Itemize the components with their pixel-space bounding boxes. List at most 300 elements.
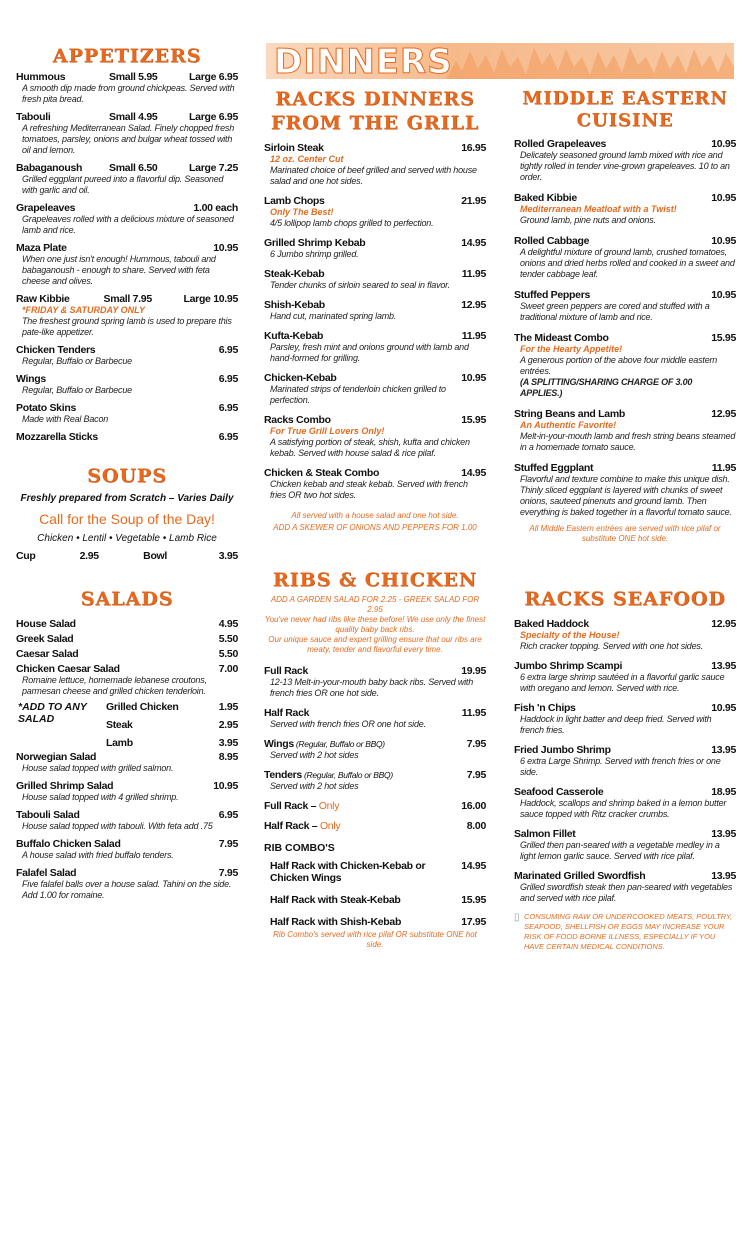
menu-item-row xyxy=(16,663,238,675)
item-description: Tender chunks of sirloin seared to seal in flavor. xyxy=(270,280,450,290)
item-name: String Beans and Lamb xyxy=(514,408,625,420)
item-name: Lamb Chops xyxy=(264,195,325,207)
item-name: Tenders xyxy=(264,769,302,781)
menu-item-row xyxy=(264,414,486,426)
item-large-price: Large 7.25 xyxy=(189,162,238,174)
item-description: A satisfying portion of steak, shish, kufta and chicken kebab. Served with house salad & rice pilaf. xyxy=(270,437,470,458)
menu-item-row xyxy=(514,138,736,150)
item-price: 7.95 xyxy=(218,838,238,850)
item-description: Grapeleaves rolled with a delicious mixture of seasoned lamb and rice. xyxy=(22,214,234,235)
item-price: 10.95 xyxy=(213,242,238,254)
item-large-price: Large 6.95 xyxy=(189,111,238,123)
item-tagline: For the Hearty Appetite! xyxy=(520,344,623,354)
item-name: Tabouli xyxy=(16,111,51,123)
ribs-note-2: You've never had ribs like these before! We use only the finest quality baby back ribs. xyxy=(264,615,486,634)
menu-item-row xyxy=(264,268,486,280)
item-name: Full Rack xyxy=(264,665,308,677)
soups-subtitle: Freshly prepared from Scratch – Varies Daily xyxy=(20,493,234,504)
item-tagline: Mediterranean Meatloaf with a Twist! xyxy=(520,204,677,214)
item-description: A delightful mixture of ground lamb, crushed tomatoes, onions and dried herbs rolled and cooked in a sweet and tender cabbage leaf. xyxy=(520,247,735,279)
item-price: 10.95 xyxy=(711,702,736,714)
item-price: 15.95 xyxy=(711,332,736,344)
item-name: Seafood Casserole xyxy=(514,786,604,798)
menu-item xyxy=(264,467,486,501)
item-description: Romaine lettuce, homemade lebanese croutons, parmesan cheese and grilled chicken tenderloin. xyxy=(22,675,207,696)
menu-item xyxy=(16,751,238,774)
left-column xyxy=(16,0,238,901)
item-price: 13.95 xyxy=(711,870,736,882)
grill-heading-2: FROM THE GRILL xyxy=(270,112,480,134)
addon-row xyxy=(106,701,238,713)
menu-item xyxy=(16,344,238,367)
menu-item xyxy=(514,660,736,694)
menu-item-row xyxy=(514,408,736,420)
addon-row xyxy=(106,719,238,731)
item-price: 21.95 xyxy=(461,195,486,207)
item-name: Sirloin Steak xyxy=(264,142,324,154)
mideast-note: All Middle Eastern entrées are served with rice pilaf or substitute ONE hot side. xyxy=(529,524,721,543)
item-name: Kufta-Kebab xyxy=(264,330,324,342)
item-name: Shish-Kebab xyxy=(264,299,325,311)
menu-item-row xyxy=(270,860,486,884)
item-sizes xyxy=(109,162,238,174)
item-description: A refreshing Mediterranean Salad. Finely chopped fresh tomatoes, parsley, onions and bulgar wheat tossed with oil and lemon. xyxy=(22,123,234,155)
item-description: Marinated strips of tenderloin chicken grilled to perfection. xyxy=(270,384,446,405)
item-tagline: Only The Best! xyxy=(270,207,334,217)
menu-item-row xyxy=(264,820,486,832)
soup-price-row xyxy=(16,550,238,562)
menu-item-row xyxy=(16,618,238,630)
menu-item xyxy=(264,414,486,459)
item-price: 11.95 xyxy=(461,268,486,280)
item-description: Five falafel balls over a house salad. Tahini on the side. Add 1.00 for romaine. xyxy=(22,879,232,900)
item-name: Chicken Caesar Salad xyxy=(16,663,120,675)
item-price: 5.50 xyxy=(218,633,238,645)
menu-item-row xyxy=(16,633,238,645)
item-name: The Mideast Combo xyxy=(514,332,609,344)
menu-item xyxy=(16,373,238,396)
appetizers-list xyxy=(16,71,238,443)
item-description: 6 extra large shrimp sautéed in a flavorful garlic sauce with oregano and lemon. Served with rice. xyxy=(520,672,725,693)
item-price: 10.95 xyxy=(711,289,736,301)
middle-column xyxy=(264,0,486,950)
item-description: Delicately seasoned ground lamb mixed with rice and tightly rolled in tender vine-grown grapeleaves. 10 to an order. xyxy=(520,150,730,182)
item-tagline: *FRIDAY & SATURDAY ONLY xyxy=(22,305,146,315)
item-tagline: An Authentic Favorite! xyxy=(520,420,617,430)
menu-item-row xyxy=(264,738,486,750)
menu-item xyxy=(264,800,486,812)
menu-item xyxy=(514,289,736,323)
menu-item-row xyxy=(514,660,736,672)
menu-item xyxy=(264,237,486,260)
item-description: House salad topped with tabouli. With feta add .75 xyxy=(22,821,213,831)
grill-heading-1: RACKS DINNERS xyxy=(275,88,475,110)
item-name: Babaganoush xyxy=(16,162,83,174)
menu-item xyxy=(16,867,238,901)
seafood-list xyxy=(514,618,736,904)
item-name: Wings xyxy=(16,373,46,385)
item-price: 14.95 xyxy=(461,467,486,479)
item-name: Fish 'n Chips xyxy=(514,702,576,714)
item-only: Only xyxy=(319,820,341,832)
menu-item-row xyxy=(16,293,238,305)
menu-item-row xyxy=(264,800,486,812)
warning-text: CONSUMING RAW OR UNDERCOOKED MEATS, POULTRY, SEAFOOD, SHELLFISH OR EGGS MAY INCREASE YOUR RISK OF FOOD BORNE ILLNESS, ESPECIALLY IF YOU HAVE CERTAIN MEDICAL CONDITIONS. xyxy=(524,912,733,951)
menu-item xyxy=(270,894,486,906)
item-description: A smooth dip made from ground chickpeas. Served with fresh pita bread. xyxy=(22,83,235,104)
menu-item xyxy=(16,663,238,697)
menu-item xyxy=(16,431,238,443)
item-description: House salad topped with grilled salmon. xyxy=(22,763,174,773)
menu-item-row xyxy=(16,809,238,821)
item-tagline: Specialty of the House! xyxy=(520,630,620,640)
item-description: House salad topped with 4 grilled shrimp. xyxy=(22,792,179,802)
menu-item xyxy=(16,838,238,861)
item-description: Served with 2 hot sides xyxy=(270,781,359,791)
item-price: 13.95 xyxy=(711,828,736,840)
item-price: 7.95 xyxy=(466,769,486,781)
menu-item-row xyxy=(264,330,486,342)
item-description: When one just isn't enough! Hummous, tabouli and babaganoush - enough to share. Served with feta cheese and olives. xyxy=(22,254,216,286)
addon-price: 3.95 xyxy=(218,737,238,749)
item-description: The freshest ground spring lamb is used to prepare this pate-like appetizer. xyxy=(22,316,232,337)
item-description: Chicken kebab and steak kebab. Served with french fries OR two hot sides. xyxy=(270,479,468,500)
warning-mark-icon: ▯ xyxy=(514,912,520,923)
item-price: 6.95 xyxy=(218,373,238,385)
item-name: Marinated Grilled Swordfish xyxy=(514,870,646,882)
menu-item-row xyxy=(264,467,486,479)
item-small-price: Small 5.95 xyxy=(109,71,158,83)
item-name: Chicken & Steak Combo xyxy=(264,467,380,479)
item-description: Sweet green peppers are cored and stuffed with a traditional mixture of lamb and rice. xyxy=(520,301,710,322)
menu-item xyxy=(514,192,736,226)
item-large-price: Large 6.95 xyxy=(189,71,238,83)
item-description: 6 Jumbo shrimp grilled. xyxy=(270,249,359,259)
menu-item-row xyxy=(514,462,736,474)
item-sizes xyxy=(109,71,238,83)
item-small-price: Small 4.95 xyxy=(109,111,158,123)
salads-heading: SALADS xyxy=(80,588,174,610)
item-description: 12-13 Melt-in-your-mouth baby back ribs. Served with french fries OR one hot side. xyxy=(270,677,474,698)
menu-item xyxy=(264,820,486,832)
item-name: Half Rack with Shish-Kebab xyxy=(270,916,402,928)
menu-item-row xyxy=(514,744,736,756)
food-warning xyxy=(514,912,736,952)
menu-item xyxy=(270,916,486,928)
item-price: 13.95 xyxy=(711,744,736,756)
menu-item xyxy=(264,195,486,229)
menu-item xyxy=(16,111,238,156)
cup-price: 2.95 xyxy=(79,550,99,562)
item-price: 4.95 xyxy=(218,618,238,630)
item-price: 14.95 xyxy=(461,860,486,872)
item-name: Stuffed Eggplant xyxy=(514,462,594,474)
item-price: 16.00 xyxy=(461,800,486,812)
menu-item xyxy=(514,744,736,778)
item-price: 17.95 xyxy=(461,916,486,928)
item-description: Marinated choice of beef grilled and served with house salad and one hot sides. xyxy=(270,165,477,186)
menu-item-row xyxy=(16,431,238,443)
menu-item-row xyxy=(514,828,736,840)
item-price: 8.00 xyxy=(466,820,486,832)
menu-item-row xyxy=(264,769,486,781)
item-name: Mozzarella Sticks xyxy=(16,431,98,443)
addon-price: 1.95 xyxy=(218,701,238,713)
ribs-note-3: Our unique sauce and expert grilling ensure that our ribs are meaty, tender and flavorful every time. xyxy=(268,635,482,654)
menu-item xyxy=(16,633,238,645)
item-price: 15.95 xyxy=(461,414,486,426)
item-name: Baked Kibbie xyxy=(514,192,577,204)
menu-item-row xyxy=(514,192,736,204)
menu-item-row xyxy=(264,237,486,249)
item-price: 11.95 xyxy=(461,330,486,342)
menu-item xyxy=(514,618,736,652)
item-price: 6.95 xyxy=(218,402,238,414)
menu-item-row xyxy=(270,894,486,906)
item-price: 6.95 xyxy=(218,344,238,356)
item-description: A generous portion of the above four middle eastern entrées. xyxy=(520,355,718,376)
item-price: 6.95 xyxy=(218,809,238,821)
addon-name: Steak xyxy=(106,719,133,731)
item-price: 12.95 xyxy=(711,618,736,630)
item-name: Falafel Salad xyxy=(16,867,77,879)
menu-item-row xyxy=(514,786,736,798)
item-price: 12.95 xyxy=(461,299,486,311)
item-name: Chicken-Kebab xyxy=(264,372,337,384)
item-name: Rolled Cabbage xyxy=(514,235,590,247)
item-sizes xyxy=(104,293,239,305)
item-price: 1.00 each xyxy=(193,202,238,214)
menu-item xyxy=(264,299,486,322)
item-subtitle: (Regular, Buffalo or BBQ) xyxy=(303,770,393,780)
addon-label: *ADD TO ANY SALAD xyxy=(18,701,87,725)
menu-item-row xyxy=(16,867,238,879)
item-name: Salmon Fillet xyxy=(514,828,576,840)
item-small-price: Small 6.50 xyxy=(109,162,158,174)
menu-item xyxy=(264,738,486,761)
item-description: Served with 2 hot sides xyxy=(270,750,359,760)
menu-item-row xyxy=(16,780,238,792)
menu-item-row xyxy=(16,71,238,83)
item-description: Rich cracker topping. Served with one hot sides. xyxy=(520,641,703,651)
menu-item-row xyxy=(16,202,238,214)
menu-item xyxy=(16,402,238,425)
addon-row xyxy=(106,737,238,749)
item-price: 18.95 xyxy=(711,786,736,798)
addon-list xyxy=(106,701,238,749)
menu-item-row xyxy=(264,195,486,207)
menu-item xyxy=(16,242,238,287)
item-name: Buffalo Chicken Salad xyxy=(16,838,121,850)
item-name: Grapeleaves xyxy=(16,202,76,214)
item-price: 10.95 xyxy=(711,138,736,150)
menu-item-row xyxy=(16,373,238,385)
menu-item xyxy=(514,138,736,183)
menu-item-row xyxy=(264,707,486,719)
item-name: Grilled Shrimp Kebab xyxy=(264,237,366,249)
item-description: Haddock in light batter and deep fried. Served with french fries. xyxy=(520,714,712,735)
item-description: A house salad with fried buffalo tenders. xyxy=(22,850,174,860)
menu-item-row xyxy=(16,344,238,356)
rib-combo-note: Rib Combo's served with rice pilaf OR substitute ONE hot side. xyxy=(273,930,477,949)
menu-item xyxy=(514,828,736,862)
item-description: Regular, Buffalo or Barbecue xyxy=(22,356,132,366)
item-price: 8.95 xyxy=(218,751,238,763)
item-name: Stuffed Peppers xyxy=(514,289,591,301)
item-name: Half Rack – xyxy=(264,820,320,832)
menu-item xyxy=(264,769,486,792)
item-name: Hummous xyxy=(16,71,66,83)
rib-combos-heading: RIB COMBO'S xyxy=(264,842,335,854)
item-description: Haddock, scallops and shrimp baked in a lemon butter sauce topped with Ritz cracker crumbs. xyxy=(520,798,727,819)
item-only: Only xyxy=(318,800,340,812)
menu-item-row xyxy=(16,751,238,763)
item-price: 12.95 xyxy=(711,408,736,420)
item-name: Half Rack xyxy=(264,707,310,719)
menu-item xyxy=(16,809,238,832)
appetizers-heading: APPETIZERS xyxy=(52,45,202,67)
item-price: 15.95 xyxy=(461,894,486,906)
item-name: House Salad xyxy=(16,618,76,630)
menu-item xyxy=(514,408,736,453)
menu-item-row xyxy=(514,618,736,630)
item-large-price: Large 10.95 xyxy=(183,293,238,305)
cup-label: Cup xyxy=(16,550,36,562)
grill-note-1: All served with a house salad and one hot side. xyxy=(291,511,459,520)
item-description: Served with french fries OR one hot side. xyxy=(270,719,426,729)
menu-item-row xyxy=(264,142,486,154)
menu-item-row xyxy=(264,299,486,311)
menu-item xyxy=(16,71,238,105)
addon-name: Lamb xyxy=(106,737,133,749)
item-tagline: For True Grill Lovers Only! xyxy=(270,426,385,436)
menu-item xyxy=(16,202,238,236)
menu-item xyxy=(514,235,736,280)
menu-item xyxy=(264,330,486,364)
rib-combos-list xyxy=(264,860,486,928)
menu-item xyxy=(264,142,486,187)
item-price: 13.95 xyxy=(711,660,736,672)
grill-list xyxy=(264,142,486,501)
menu-item-row xyxy=(16,838,238,850)
menu-item xyxy=(16,780,238,803)
item-name: Tabouli Salad xyxy=(16,809,80,821)
item-price: 7.95 xyxy=(466,738,486,750)
item-description: Parsley, fresh mint and onions ground with lamb and hand-formed for grilling. xyxy=(270,342,469,363)
menu-item xyxy=(16,648,238,660)
menu-item-row xyxy=(16,242,238,254)
item-name: Raw Kibbie xyxy=(16,293,70,305)
item-price: 7.95 xyxy=(218,867,238,879)
item-description: Melt-in-your-mouth lamb and fresh string beans steamed in a homemade tomato sauce. xyxy=(520,431,736,452)
item-description: 6 extra Large Shrimp. Served with french fries or one side. xyxy=(520,756,721,777)
menu-item xyxy=(264,665,486,699)
item-name: Greek Salad xyxy=(16,633,74,645)
item-description: Made with Real Bacon xyxy=(22,414,109,424)
item-name: Full Rack – xyxy=(264,800,319,812)
ribs-heading: RIBS & CHICKEN xyxy=(272,569,478,591)
item-name: Racks Combo xyxy=(264,414,331,426)
item-name: Maza Plate xyxy=(16,242,67,254)
item-sizes xyxy=(109,111,238,123)
seafood-heading: RACKS SEAFOOD xyxy=(524,588,726,610)
item-small-price: Small 7.95 xyxy=(103,293,152,305)
menu-item-row xyxy=(264,372,486,384)
soup-kinds: Chicken • Lentil • Vegetable • Lamb Rice xyxy=(37,533,217,544)
item-description: Grilled eggplant pureed into a flavorful dip. Seasoned with garlic and oil. xyxy=(22,174,224,195)
bowl-label: Bowl xyxy=(143,550,168,562)
soup-of-day-callout: Call for the Soup of the Day! xyxy=(39,511,215,527)
mideast-heading: MIDDLE EASTERN CUISINE xyxy=(522,88,728,131)
item-extra-note: (A SPLITTING/SHARING CHARGE OF 3.00 APPLIES.) xyxy=(520,377,693,398)
item-name: Half Rack with Steak-Kebab xyxy=(270,894,401,906)
ribs-note-1: ADD A GARDEN SALAD FOR 2.25 - GREEK SALAD FOR 2.95 xyxy=(270,595,480,614)
item-price: 5.50 xyxy=(218,648,238,660)
item-name: Chicken Tenders xyxy=(16,344,96,356)
ribs-list xyxy=(264,665,486,832)
item-name: Jumbo Shrimp Scampi xyxy=(514,660,623,672)
bowl-price: 3.95 xyxy=(218,550,238,562)
salads-list-2 xyxy=(16,751,238,901)
menu-item-row xyxy=(514,332,736,344)
item-price: 16.95 xyxy=(461,142,486,154)
item-description: 4/5 lollipop lamb chops grilled to perfection. xyxy=(270,218,434,228)
menu-item xyxy=(514,702,736,736)
right-column xyxy=(514,0,736,952)
menu-item xyxy=(264,268,486,291)
menu-item xyxy=(264,372,486,406)
dinners-banner-title: DINNERS xyxy=(274,42,453,82)
item-subtitle: (Regular, Buffalo or BBQ) xyxy=(295,739,385,749)
menu-item xyxy=(16,162,238,196)
item-name: Rolled Grapeleaves xyxy=(514,138,607,150)
addon-name: Grilled Chicken xyxy=(106,701,179,713)
menu-item xyxy=(270,860,486,884)
item-description: Ground lamb, pine nuts and onions. xyxy=(520,215,656,225)
item-price: 10.95 xyxy=(461,372,486,384)
menu-item-row xyxy=(514,289,736,301)
item-description: Flavorful and texture combine to make this unique dish. Thinly sliced eggplant is layered with chunks of sweet onions, sauteed pinenuts and ground lamb. Then everything is baked together in a flavorful tomato sauce. xyxy=(520,474,732,517)
menu-item xyxy=(514,332,736,399)
menu-item-row xyxy=(514,870,736,882)
grill-note-2: ADD A SKEWER OF ONIONS AND PEPPERS FOR 1.00 xyxy=(273,523,477,532)
item-name: Caesar Salad xyxy=(16,648,79,660)
item-name: Norwegian Salad xyxy=(16,751,97,763)
menu-item xyxy=(16,618,238,630)
item-name: Fried Jumbo Shrimp xyxy=(514,744,611,756)
menu-item-row xyxy=(16,162,238,174)
menu-item xyxy=(514,462,736,518)
item-description: Grilled then pan-seared with a vegetable medley in a light lemon garlic sauce. Served with rice pilaf. xyxy=(520,840,720,861)
salads-list xyxy=(16,618,238,697)
item-price: 19.95 xyxy=(461,665,486,677)
item-description: Grilled swordfish steak then pan-seared with vegetables and served with rice pilaf. xyxy=(520,882,733,903)
menu-item-row xyxy=(16,648,238,660)
menu-item-row xyxy=(514,235,736,247)
item-tagline: 12 oz. Center Cut xyxy=(270,154,344,164)
menu-item xyxy=(514,786,736,820)
item-price: 10.95 xyxy=(711,192,736,204)
item-name: Grilled Shrimp Salad xyxy=(16,780,114,792)
menu-item xyxy=(264,707,486,730)
menu-item-row xyxy=(270,916,486,928)
item-price: 7.00 xyxy=(218,663,238,675)
item-price: 11.95 xyxy=(711,462,736,474)
item-name: Baked Haddock xyxy=(514,618,589,630)
salad-addons xyxy=(16,701,238,749)
menu-item-row xyxy=(514,702,736,714)
item-price: 10.95 xyxy=(711,235,736,247)
